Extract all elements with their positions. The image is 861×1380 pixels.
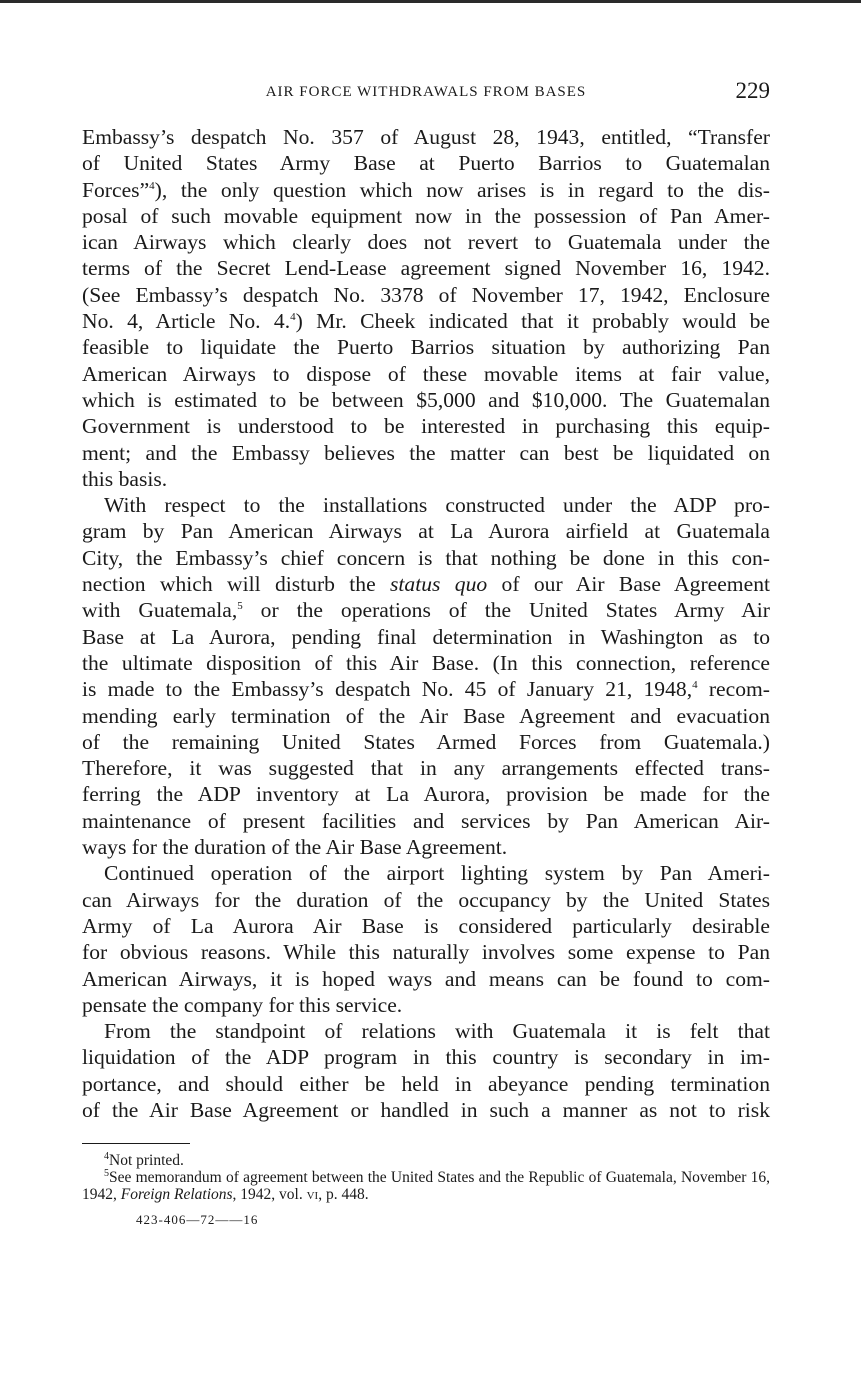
body-text <box>82 124 770 1123</box>
paragraph-3 <box>82 860 770 1018</box>
footnote-mark: 4 <box>104 1151 109 1162</box>
text-line: of the remaining United States Armed Forces from Guatemala.) <box>82 729 770 754</box>
footnote-4 <box>82 1152 770 1169</box>
running-head: AIR FORCE WITHDRAWALS FROM BASES <box>265 84 587 100</box>
text-fragment: nection which will disturb the <box>82 572 391 597</box>
top-border-rule <box>0 0 861 3</box>
text-line: ways for the duration of the Air Base Agreement. <box>82 835 508 860</box>
text-line: ment; and the Embassy believes the matter can best be liquidated on <box>82 440 770 465</box>
text-line: Therefore, it was suggested that in any arrangements effected trans- <box>82 756 770 781</box>
text-line: ican Airways which clearly does not revert to Guatemala under the <box>82 230 770 255</box>
footnote-mark: 5 <box>104 1168 109 1179</box>
text-line: American Airways, it is hoped ways and means can be found to com- <box>82 966 770 991</box>
text-line: Base at La Aurora, pending final determination in Washington as to <box>82 624 770 649</box>
text-line: City, the Embassy’s chief concern is that nothing be done in this con- <box>82 545 770 570</box>
text-line: posal of such movable equipment now in the possession of Pan Amer- <box>82 203 770 228</box>
text-line: Government is understood to be interested in purchasing this equip- <box>82 414 770 439</box>
text-line: pensate the company for this service. <box>82 992 403 1017</box>
text-line: gram by Pan American Airways at La Aurora airfield at Guatemala <box>82 519 770 544</box>
footnote-5 <box>82 1169 770 1203</box>
text-line <box>82 308 770 334</box>
text-line: can Airways for the duration of the occupancy by the United States <box>82 887 770 912</box>
text-line: (See Embassy’s despatch No. 3378 of November 17, 1942, Enclosure <box>82 282 770 307</box>
text-line: feasible to liquidate the Puerto Barrios situation by authorizing Pan <box>82 335 770 360</box>
text-line: From the standpoint of relations with Guatemala it is felt that <box>104 1019 770 1044</box>
text-fragment: recom- <box>697 677 771 702</box>
page-number: 229 <box>735 78 770 103</box>
printer-code: 423-406—72——16 <box>136 1212 259 1227</box>
text-line: maintenance of present facilities and services by Pan American Air- <box>82 808 770 833</box>
page-header <box>82 78 770 108</box>
text-fragment: Forces” <box>82 177 150 202</box>
text-fragment: of our Air Base Agreement <box>487 572 770 597</box>
paragraph-1 <box>82 124 770 492</box>
text-line: ferring the ADP inventory at La Aurora, provision be made for the <box>82 782 770 807</box>
paragraph-4 <box>82 1018 770 1123</box>
text-line: portance, and should either be held in abeyance pending termination <box>82 1071 770 1096</box>
footnotes <box>82 1152 770 1203</box>
footnote-text: , 1942, vol. <box>232 1186 307 1203</box>
text-fragment: ), the only question which now arises is in regard to the dis- <box>154 177 770 202</box>
footnote-volume: vi <box>306 1186 319 1203</box>
footnote-ref-4: 4 <box>692 679 698 692</box>
text-line <box>82 597 770 623</box>
text-fragment: or the operations of the United States Army Air <box>242 598 770 623</box>
text-line: of United States Army Base at Puerto Barrios to Guatemalan <box>82 151 770 176</box>
text-line: American Airways to dispose of these movable items at fair value, <box>82 361 770 386</box>
italic-phrase: status quo <box>390 572 488 597</box>
text-line: liquidation of the ADP program in this country is secondary in im- <box>82 1045 770 1070</box>
text-line: for obvious reasons. While this naturally involves some expense to Pan <box>82 940 770 965</box>
text-fragment: ) Mr. Cheek indicated that it probably would be <box>295 309 770 334</box>
text-fragment: with Guatemala, <box>82 598 238 623</box>
text-fragment: No. 4, Article No. 4. <box>82 309 291 334</box>
footnote-divider <box>82 1143 190 1144</box>
paragraph-2 <box>82 492 770 860</box>
text-line <box>82 571 770 597</box>
text-line: Army of La Aurora Air Base is considered particularly desirable <box>82 913 770 938</box>
footnote-ref-4: 4 <box>290 311 296 324</box>
text-line: Continued operation of the airport lighting system by Pan Ameri- <box>104 861 770 886</box>
text-line: the ultimate disposition of this Air Base. (In this connection, reference <box>82 650 770 675</box>
text-line: mending early termination of the Air Base Agreement and evacuation <box>82 703 770 728</box>
text-line <box>82 177 770 203</box>
text-line: this basis. <box>82 466 168 491</box>
text-line: Embassy’s despatch No. 357 of August 28, 1943, entitled, “Transfer <box>82 125 770 149</box>
footnote-text: See memorandum of agreement between the United States and the Republic of Guatemala, November 16, 1942, <box>82 1169 770 1203</box>
text-fragment: is made to the Embassy’s despatch No. 45 of January 21, 1948, <box>82 677 693 702</box>
footnote-text: Not printed. <box>109 1152 184 1169</box>
text-line <box>82 676 770 702</box>
footnote-italic-title: Foreign Relations <box>120 1186 233 1203</box>
text-line: which is estimated to be between $5,000 and $10,000. The Guatemalan <box>82 387 770 412</box>
footnote-ref-5: 5 <box>237 600 243 613</box>
footnote-text: , p. 448. <box>318 1186 369 1203</box>
text-line: terms of the Secret Lend-Lease agreement signed November 16, 1942. <box>82 256 770 281</box>
footnote-ref-4: 4 <box>149 179 155 192</box>
text-line: With respect to the installations constructed under the ADP pro- <box>104 493 770 518</box>
text-line: of the Air Base Agreement or handled in such a manner as not to risk <box>82 1097 770 1122</box>
